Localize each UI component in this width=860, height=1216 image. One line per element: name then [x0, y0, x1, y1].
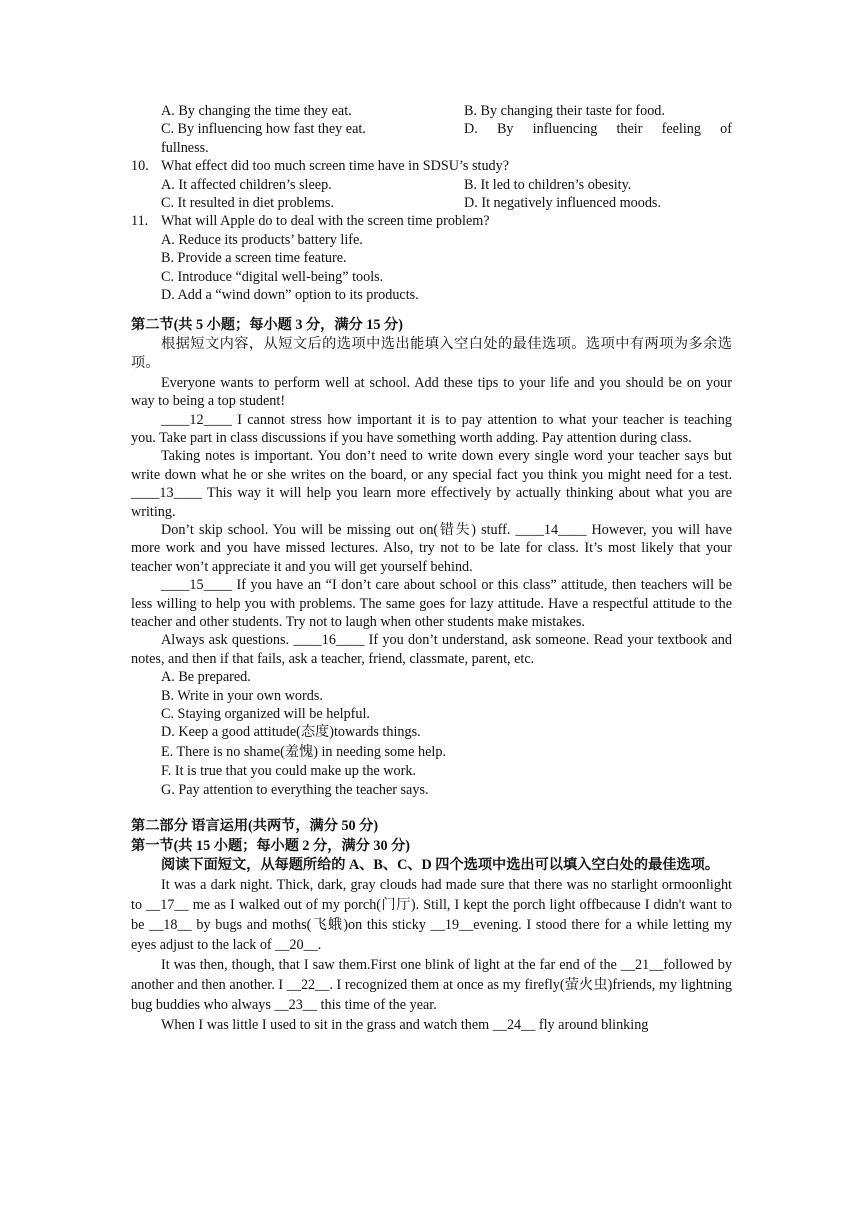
q9-option-d: D. By influencing their feeling of [464, 121, 732, 138]
question-number: 11. [131, 213, 149, 230]
q9-option-a: A. By changing the time they eat. [161, 103, 352, 119]
cloze-paragraph: When I was little I used to sit in the grass and watch them __24__ fly around blinking [161, 1016, 649, 1033]
section-heading: 第二节(共 5 小题；每小题 3 分，满分 15 分) [131, 317, 403, 334]
q9-option-row [131, 120, 732, 138]
passage-paragraph: Everyone wants to perform well at school. Add these tips to your life and you should be on your way to being a top student! [131, 374, 732, 410]
q9-option-row [131, 102, 732, 120]
part-heading: 第二部分 语言运用(共两节，满分 50 分) [131, 818, 379, 835]
cloze-paragraph: It was a dark night. Thick, dark, gray clouds had made sure that there was no starlight ormoonlight to __17__ me as I walked out of my porch(门厅). Still, I kept the porch light offbecause I didn't want to be __18__ by bugs and moths(飞蛾)on this sticky __19__evening. I stood there for a while letting my eyes adjust to the lack of __20__. [131, 876, 732, 953]
q10-option-row [131, 194, 732, 212]
q10-option-c: C. It resulted in diet problems. [161, 194, 334, 211]
answer-option: A. Be prepared. [161, 669, 251, 686]
answer-option: C. Staying organized will be helpful. [161, 705, 370, 722]
question-10 [131, 157, 732, 175]
passage-paragraph: Don’t skip school. You will be missing out on(错失) stuff. ____14____ However, you will have more work and you have missed lectures. Also, try not to be late for class. It’s most likely that your teacher won’t appreciate it and you will get yourself behind. [131, 521, 732, 575]
question-text: What will Apple do to deal with the screen time problem? [161, 213, 490, 230]
q10-option-d: D. It negatively influenced moods. [464, 194, 661, 211]
q10-option-a: A. It affected children’s sleep. [161, 176, 332, 193]
passage-paragraph: Always ask questions. ____16____ If you don’t understand, ask someone. Read your textbook and notes, and then if that fails, ask a teacher, friend, classmate, parent, etc. [131, 632, 732, 667]
q11-option-d: D. Add a “wind down” option to its products. [161, 286, 419, 303]
section-instruction: 阅读下面短文，从每题所给的 A、B、C、D 四个选项中选出可以填入空白处的最佳选项。 [161, 856, 720, 873]
answer-option: B. Write in your own words. [161, 687, 323, 704]
q9-option-c: C. By influencing how fast they eat. [161, 121, 366, 138]
question-11 [131, 212, 732, 230]
section-heading: 第一节(共 15 小题；每小题 2 分，满分 30 分) [131, 837, 411, 854]
question-text: What effect did too much screen time have in SDSU’s study? [161, 158, 510, 175]
q10-option-row [131, 176, 732, 194]
q9-option-b: B. By changing their taste for food. [464, 103, 665, 119]
q9-option-d-continued: fullness. [161, 139, 209, 156]
section-instruction: 根据短文内容，从短文后的选项中选出能填入空白处的最佳选项。选项中有两项为多余选项。 [131, 335, 732, 372]
q11-option-a: A. Reduce its products’ battery life. [161, 231, 363, 248]
answer-option: G. Pay attention to everything the teacher says. [161, 781, 429, 798]
q10-option-b: B. It led to children’s obesity. [464, 176, 632, 193]
question-number: 10. [131, 158, 149, 175]
exam-page [131, 102, 732, 1035]
q11-option-c: C. Introduce “digital well-being” tools. [161, 268, 384, 285]
q11-option-b: B. Provide a screen time feature. [161, 250, 347, 267]
passage-paragraph: ____12____ I cannot stress how important it is to pay attention to what your teacher is teaching you. Take part in class discussions if you have something worth adding. Pay attention during class. [131, 411, 732, 446]
passage-paragraph: ____15____ If you have an “I don’t care about school or this class” attitude, then teachers will be less willing to help you with problems. The same goes for lazy attitude. Have a respectful attitude to the teacher and other students. Try not to laugh when other students make mistakes. [131, 577, 732, 630]
passage-paragraph: Taking notes is important. You don’t need to write down every single word your teacher says but write down what he or she writes on the board, or any special fact you think you might need for a test. ____13____ This way it will help you learn more effectively by actually thinking about what you are writing. [131, 448, 732, 520]
answer-option: E. There is no shame(羞愧) in needing some help. [161, 743, 446, 760]
answer-option: D. Keep a good attitude(态度)towards things. [161, 724, 421, 741]
cloze-paragraph: It was then, though, that I saw them.First one blink of light at the far end of the __21__followed by another and then another. I __22__. I recognized them at once as my firefly(萤火虫)friends, my lightning bug buddies who always __23__ this time of the year. [131, 956, 732, 1013]
answer-option: F. It is true that you could make up the work. [161, 763, 416, 780]
